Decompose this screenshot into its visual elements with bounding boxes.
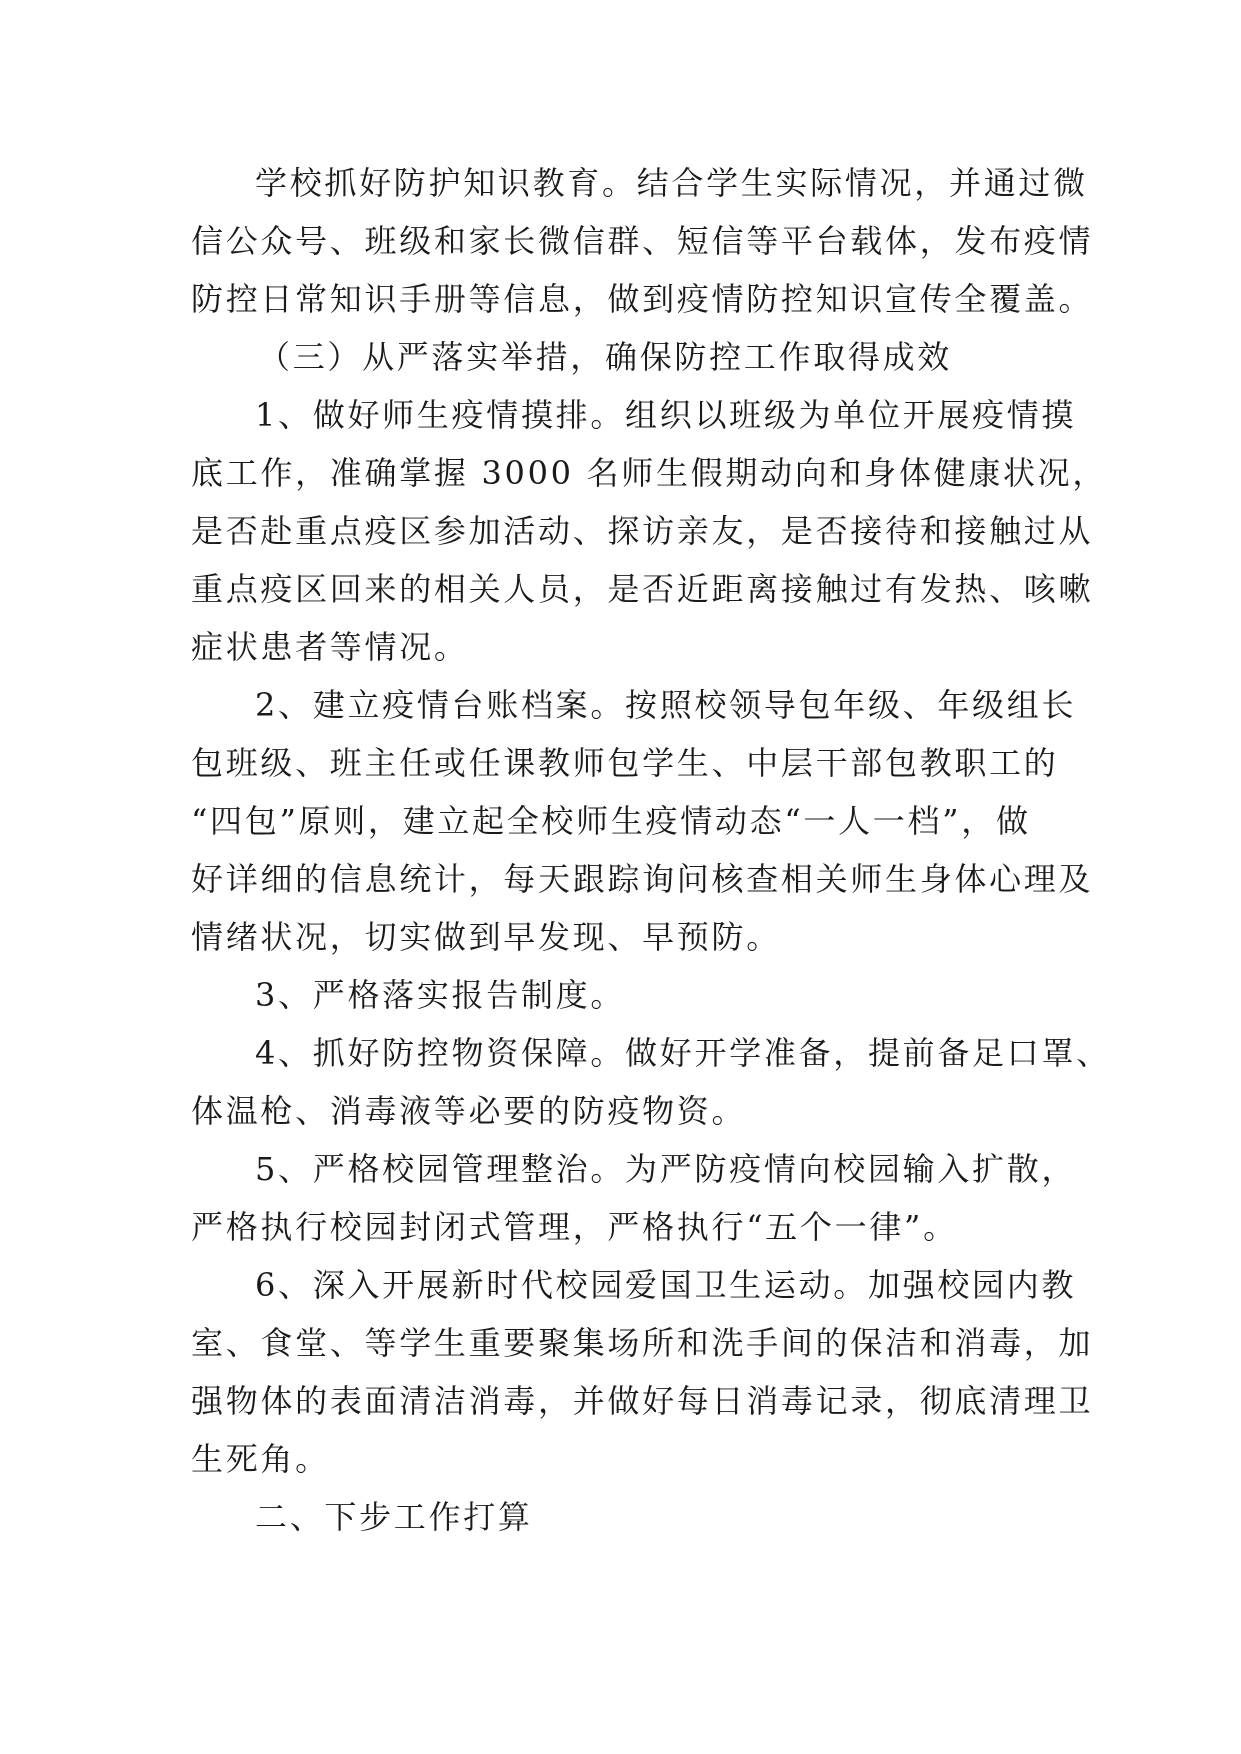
text-line: 严格执行校园封闭式管理，严格执行“五个一律”。 xyxy=(191,1208,958,1246)
text-line: 2、建立疫情台账档案。按照校领导包年级、年级组长 xyxy=(255,686,1077,724)
text-line: 是否赴重点疫区参加活动、探访亲友，是否接待和接触过从 xyxy=(191,512,1094,550)
text-line: 3、严格落实报告制度。 xyxy=(255,976,626,1014)
text-line: 6、深入开展新时代校园爱国卫生运动。加强校园内教 xyxy=(255,1266,1077,1304)
text-line: 症状患者等情况。 xyxy=(191,628,469,666)
section-heading: （三）从严落实举措，确保防控工作取得成效 xyxy=(258,338,953,376)
text-line: 强物体的表面清洁消毒，并做好每日消毒记录，彻底清理卫 xyxy=(191,1382,1094,1420)
text-line: 信公众号、班级和家长微信群、短信等平台载体，发布疫情 xyxy=(191,222,1094,260)
text-line: 好详细的信息统计，每天跟踪询问核查相关师生身体心理及 xyxy=(191,860,1094,898)
text-line: 包班级、班主任或任课教师包学生、中层干部包教职工的 xyxy=(191,744,1059,782)
text-line: 室、食堂、等学生重要聚集场所和洗手间的保洁和消毒，加 xyxy=(191,1324,1094,1362)
text-line: 情绪状况，切实做到早发现、早预防。 xyxy=(191,918,781,956)
text-line: 1、做好师生疫情摸排。组织以班级为单位开展疫情摸 xyxy=(255,396,1077,434)
text-line: “四包”原则，建立起全校师生疫情动态“一人一档”，做 xyxy=(191,802,1031,840)
text-line: 体温枪、消毒液等必要的防疫物资。 xyxy=(191,1092,747,1130)
text-line: 底工作，准确掌握 3000 名师生假期动向和身体健康状况， xyxy=(191,454,1108,492)
text-line: 4、抓好防控物资保障。做好开学准备，提前备足口罩、 xyxy=(255,1034,1111,1072)
text-line: 学校抓好防护知识教育。结合学生实际情况，并通过微 xyxy=(255,164,1088,202)
text-line: 防控日常知识手册等信息，做到疫情防控知识宣传全覆盖。 xyxy=(191,280,1094,318)
text-line: 5、严格校园管理整治。为严防疫情向校园输入扩散， xyxy=(255,1150,1077,1188)
text-line: 重点疫区回来的相关人员，是否近距离接触过有发热、咳嗽 xyxy=(191,570,1094,608)
text-line: 生死角。 xyxy=(191,1440,330,1478)
section-heading: 二、下步工作打算 xyxy=(255,1498,533,1536)
